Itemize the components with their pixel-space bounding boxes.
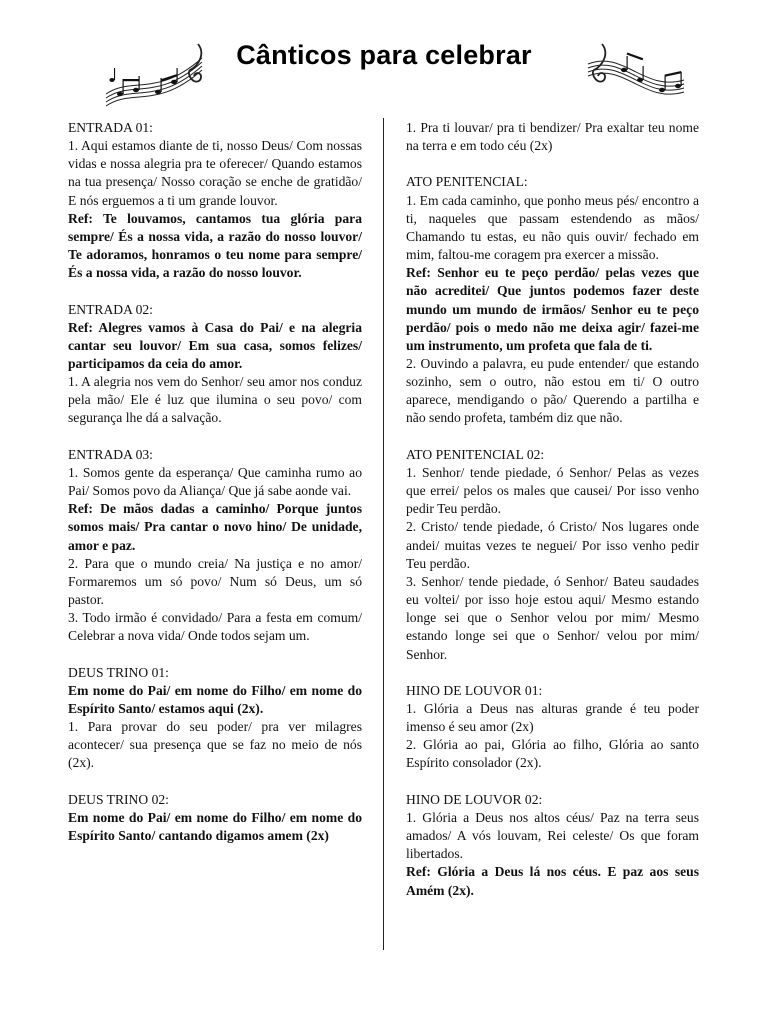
- song-section: [68, 791, 362, 845]
- column-divider: [383, 118, 384, 950]
- section-heading: ATO PENITENCIAL 02:: [406, 446, 545, 462]
- section-heading: HINO DE LOUVOR 02:: [406, 791, 543, 807]
- song-section: [406, 446, 699, 664]
- verse-text: 2. Glória ao pai, Glória ao filho, Glória ao santo Espírito consolador (2x).: [406, 737, 699, 771]
- verse-text: 2. Ouvindo a palavra, eu pude entender/ que estando sozinho, sem o outro, não estou em ti/ O outro aparece, mendigando o pão/ Querendo a partilha e não sendo profeta, também diz que não.: [406, 356, 699, 426]
- section-heading: DEUS TRINO 02:: [68, 791, 169, 807]
- verse-text: 1. Somos gente da esperança/ Que caminha rumo ao Pai/ Somos povo da Aliança/ Que já sabe aonde vai.: [68, 464, 362, 499]
- song-section: [406, 173, 699, 427]
- verse-text: 1. Aqui estamos diante de ti, nosso Deus/ Com nossas vidas e nossa alegria pra te oferecer/ Quando estamos na tua presença/ Nosso coração se enche de gratidão/ E nós erguemos a ti um grande louvor.: [68, 138, 362, 208]
- refrain-text: Ref: De mãos dadas a caminho/ Porque juntos somos mais/ Pra cantar o novo hino/ De unidade, amor e paz.: [68, 501, 362, 553]
- page-title: Cânticos para celebrar: [236, 40, 532, 70]
- refrain-text: Ref: Te louvamos, cantamos tua glória para sempre/ És a nossa vida, a razão do nosso louvor/ Te adoramos, honramos o teu nome para sempre/ És a nossa vida, a razão do nosso louvor.: [68, 210, 362, 281]
- verse-text: 2. Para que o mundo creia/ Na justiça e no amor/ Formaremos um só povo/ Num só Deus, um só pastor.: [68, 555, 362, 608]
- song-section: [406, 682, 699, 773]
- refrain-text: Ref: Senhor eu te peço perdão/ pelas vezes que não acreditei/ Que juntos podemos fazer deste mundo um mundo de irmãos/ Senhor eu te peço perdão/ pois o medo não me deixa agir/ fazei-me um instrumento, um profeta que fala de ti.: [406, 265, 699, 353]
- section-heading: ATO PENITENCIAL:: [406, 174, 528, 190]
- verse-text: 1. Para provar do seu poder/ pra ver milagres acontecer/ sua presença que se faz no meio de nós (2x).: [68, 719, 362, 771]
- section-heading: HINO DE LOUVOR 01:: [406, 682, 543, 698]
- verse-text: 2. Cristo/ tende piedade, ó Cristo/ Nos lugares onde andei/ muitas vezes te neguei/ Por isso venho pedir Teu perdão.: [406, 519, 699, 571]
- verse-text: 1. Senhor/ tende piedade, ó Senhor/ Pelas as vezes que errei/ pelos os males que causei/ Por isso venho pedir Teu perdão.: [406, 464, 699, 517]
- song-continuation: 1. Pra ti louvar/ pra ti bendizer/ Pra exaltar teu nome na terra e em todo céu (2x): [406, 120, 699, 154]
- verse-text: 3. Senhor/ tende piedade, ó Senhor/ Bateu saudades eu voltei/ por isso hoje estou aqui/ Mesmo estando longe sei que o Senhor velou por mim/ Mesmo estando longe sei que o Senhor/ velou por mim/ Senhor.: [406, 573, 699, 662]
- refrain-text: Em nome do Pai/ em nome do Filho/ em nome do Espírito Santo/ estamos aqui (2x).: [68, 682, 362, 716]
- right-column: [406, 119, 699, 918]
- song-section: [68, 119, 362, 282]
- refrain-text: Em nome do Pai/ em nome do Filho/ em nome do Espírito Santo/ cantando digamos amem (2x): [68, 809, 362, 844]
- verse-text: 1. Glória a Deus nas alturas grande é teu poder imenso é seu amor (2x): [406, 700, 699, 735]
- verse-text: 3. Todo irmão é convidado/ Para a festa em comum/ Celebrar a nova vida/ Onde todos sejam um.: [68, 610, 362, 644]
- song-section: [68, 664, 362, 773]
- verse-text: 1. A alegria nos vem do Senhor/ seu amor nos conduz pela mão/ Ele é luz que ilumina o seu povo/ com segurança lhe dá a salvação.: [68, 374, 362, 426]
- song-section: [406, 791, 699, 900]
- music-notes-right-icon: [584, 40, 689, 110]
- section-heading: ENTRADA 03:: [68, 446, 153, 462]
- page-header: [0, 0, 768, 112]
- section-heading: DEUS TRINO 01:: [68, 664, 169, 680]
- refrain-text: Ref: Alegres vamos à Casa do Pai/ e na alegria cantar seu louvor/ Em sua casa, somos felizes/ participamos da ceia do amor.: [68, 319, 362, 372]
- song-section: [68, 301, 362, 428]
- left-column: [68, 119, 362, 863]
- refrain-text: Ref: Glória a Deus lá nos céus. E paz aos seus Amém (2x).: [406, 864, 699, 898]
- verse-text: 1. Em cada caminho, que ponho meus pés/ encontro a ti, naqueles que passam estendendo as mãos/ Chamando tu estas, eu não quis ouvir/ fechado em mim, faltou-me coragem pra exercer a missão.: [406, 192, 699, 263]
- section-heading: ENTRADA 02:: [68, 301, 153, 317]
- verse-text: 1. Glória a Deus nos altos céus/ Paz na terra seus amados/ A vós louvam, Rei celeste/ Os que foram libertados.: [406, 809, 699, 862]
- song-section: [68, 446, 362, 646]
- section-heading: ENTRADA 01:: [68, 120, 153, 135]
